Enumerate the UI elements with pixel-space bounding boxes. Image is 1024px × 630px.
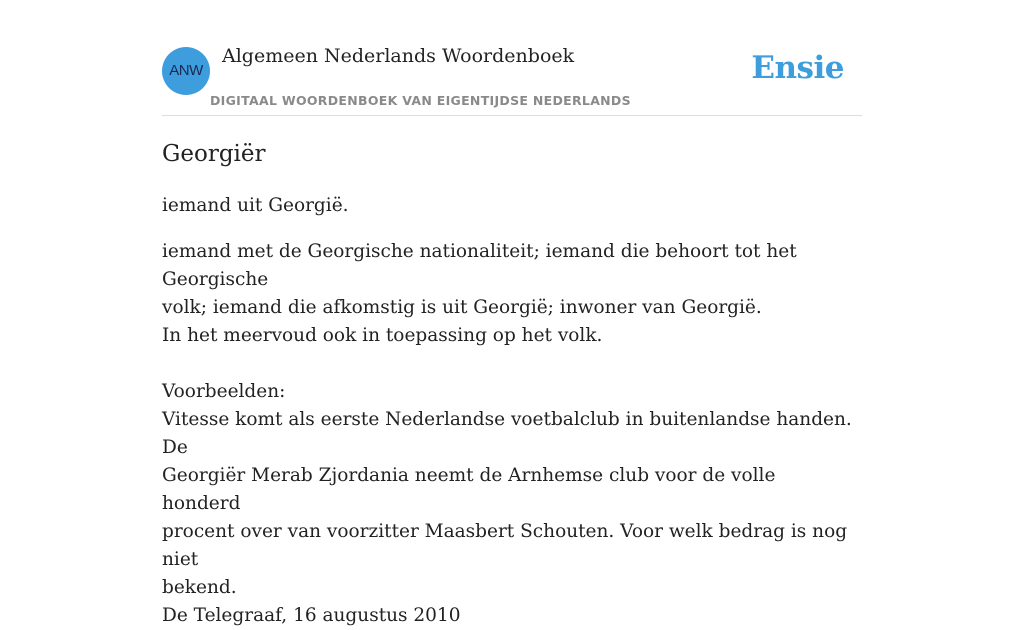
entry-headword: Georgiër: [162, 141, 266, 167]
site-header: [162, 0, 862, 116]
blank-line: [162, 350, 852, 378]
example-line: procent over van voorzitter Maasbert Schouten. Voor welk bedrag is nog niet: [162, 521, 848, 570]
entry-content: [162, 138, 852, 630]
examples-label: Voorbeelden:: [162, 381, 286, 402]
dictionary-title[interactable]: Algemeen Nederlands Woordenboek: [222, 45, 575, 67]
short-definition: iemand uit Georgië.: [162, 195, 349, 216]
ensie-logo[interactable]: Ensie: [751, 50, 844, 86]
example-line: Vitesse komt als eerste Nederlandse voetbalclub in buitenlandse handen. De: [162, 409, 852, 458]
example-line: Georgiër Merab Zjordania neemt de Arnhemse club voor de volle honderd: [162, 465, 776, 514]
anw-logo[interactable]: ANW: [162, 47, 210, 95]
long-definition: [162, 238, 852, 630]
definition-line: volk; iemand die afkomstig is uit Georgië; inwoner van Georgië.: [162, 297, 762, 318]
definition-line: iemand met de Georgische nationaliteit; iemand die behoort tot het Georgische: [162, 241, 797, 290]
example-source: De Telegraaf, 16 augustus 2010: [162, 605, 461, 626]
definition-line: In het meervoud ook in toepassing op het volk.: [162, 325, 603, 346]
example-line: bekend.: [162, 577, 237, 598]
dictionary-subtitle: DIGITAAL WOORDENBOEK VAN EIGENTIJDSE NEDERLANDS: [210, 93, 631, 108]
